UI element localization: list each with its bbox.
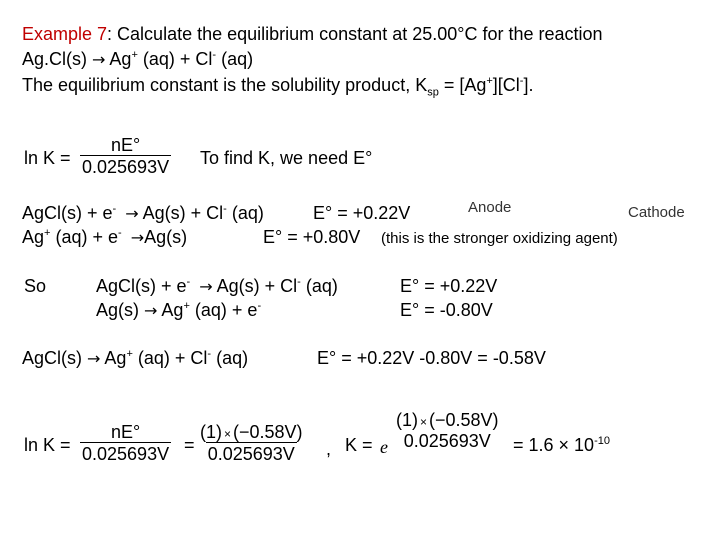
so-r1-potential: E° = +0.22V — [400, 276, 498, 296]
fraction-numerator: nE° — [110, 135, 141, 155]
stronger-oxidizer-note: (this is the stronger oxidizing agent) — [381, 230, 618, 247]
ksp-text: ]. — [523, 75, 534, 95]
charge-sup: + — [131, 49, 138, 61]
charge-sup: - — [212, 49, 217, 61]
final-fraction-2 — [198, 423, 305, 463]
fraction-numerator: nE° — [110, 422, 141, 442]
half-reaction-1 — [22, 204, 264, 222]
reaction-arrow-icon: → — [130, 228, 145, 247]
reaction-line — [22, 50, 253, 68]
reactant-text: Ag.Cl(s) — [22, 49, 93, 69]
so-r1-text: Ag(s) + Cl — [212, 276, 298, 296]
net-text: AgCl(s) — [22, 348, 88, 368]
half2-text: (aq) + e — [50, 227, 119, 247]
half1-potential: E° = +0.22V — [313, 203, 411, 223]
ksp-text: = [Ag — [438, 75, 487, 95]
sp-subscript: sp — [427, 86, 439, 99]
find-k-note: To find K, we need E° — [200, 148, 373, 168]
num-part: (−0.58V) — [233, 422, 303, 442]
net-reaction — [22, 349, 248, 367]
ksp-text: The equilibrium constant is the solubility product, K — [22, 75, 428, 95]
result-text: = 1.6 × 10 — [513, 435, 595, 455]
so-r2-text: (aq) + e — [189, 300, 258, 320]
net-text: (aq) + Cl — [132, 348, 208, 368]
so-r2-potential: E° = -0.80V — [400, 300, 493, 320]
fraction-numerator — [394, 411, 501, 430]
so-reaction-2 — [96, 301, 261, 319]
num-part: (1) — [200, 422, 222, 442]
so-r2-text: Ag — [157, 300, 184, 320]
fraction-denominator: 0.025693V — [82, 157, 170, 177]
lnk-lhs: ln K = — [24, 148, 71, 168]
fraction-denominator: 0.025693V — [207, 444, 295, 464]
charge-sup: - — [519, 75, 524, 87]
charge-sup: - — [223, 203, 227, 215]
charge-sup: - — [186, 276, 191, 288]
num-part: (1) — [396, 410, 418, 430]
reaction-arrow-icon: → — [125, 204, 139, 223]
final-lnk-lhs: ln K = — [24, 435, 71, 455]
product-text: (aq) — [216, 49, 254, 69]
times-sign: × — [224, 427, 232, 441]
ksp-text: ][Cl — [492, 75, 520, 95]
problem-statement: : Calculate the equilibrium constant at 25.00°C for the reaction — [107, 24, 603, 44]
half1-text: AgCl(s) + e — [22, 203, 113, 223]
charge-sup: - — [297, 276, 301, 288]
final-result — [513, 436, 610, 454]
so-r1-text: (aq) — [300, 276, 338, 296]
k-equals: K = — [345, 435, 373, 455]
comma: , — [326, 439, 332, 459]
half2-text: Ag — [22, 227, 45, 247]
fraction-numerator — [198, 423, 305, 442]
lnk-fraction — [80, 136, 171, 176]
product-text: (aq) + Cl — [137, 49, 213, 69]
example-label: Example 7 — [22, 24, 108, 44]
charge-sup: - — [112, 203, 117, 215]
reaction-arrow-icon: → — [87, 349, 101, 368]
charge-sup: - — [118, 227, 122, 239]
problem-title — [22, 25, 603, 43]
fraction-denominator: 0.025693V — [403, 431, 491, 451]
charge-sup: - — [207, 348, 212, 360]
half-reaction-2 — [22, 228, 187, 246]
equals-sign: = — [184, 435, 195, 455]
half2-potential: E° = +0.80V — [263, 227, 361, 247]
exponent-fraction — [394, 411, 501, 450]
net-text: (aq) — [211, 348, 249, 368]
charge-sup: + — [44, 227, 51, 239]
final-fraction-1 — [80, 423, 171, 463]
product-text: Ag — [105, 49, 132, 69]
exp-base: e — [380, 437, 388, 457]
reaction-arrow-icon: → — [92, 50, 106, 69]
net-potential: E° = +0.22V -0.80V = -0.58V — [317, 348, 546, 368]
charge-sup: + — [486, 75, 493, 87]
so-reaction-1 — [96, 277, 338, 295]
half2-text: Ag(s) — [144, 227, 188, 247]
times-sign: × — [420, 415, 428, 429]
net-text: Ag — [100, 348, 127, 368]
result-exponent: -10 — [594, 435, 610, 447]
charge-sup: + — [183, 300, 190, 312]
so-label: So — [24, 276, 47, 296]
charge-sup: - — [257, 300, 262, 312]
so-r1-text: AgCl(s) + e — [96, 276, 187, 296]
num-part: (−0.58V) — [429, 410, 499, 430]
charge-sup: + — [126, 348, 133, 360]
cathode-label: Cathode — [628, 204, 685, 221]
half1-text: (aq) — [226, 203, 264, 223]
anode-label: Anode — [468, 199, 512, 216]
so-r2-text: Ag(s) — [96, 300, 145, 320]
ksp-statement — [22, 75, 534, 99]
fraction-denominator: 0.025693V — [82, 444, 170, 464]
half1-text: Ag(s) + Cl — [138, 203, 224, 223]
reaction-arrow-icon: → — [199, 277, 213, 296]
reaction-arrow-icon: → — [144, 301, 158, 320]
